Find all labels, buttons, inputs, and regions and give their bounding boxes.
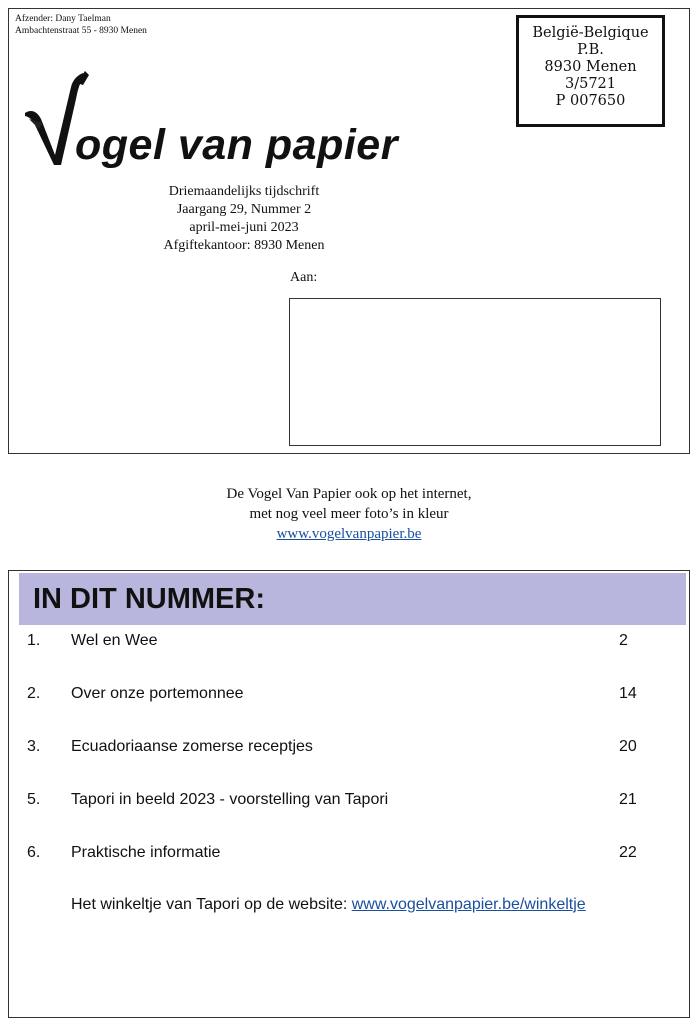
toc-title: Praktische informatie bbox=[71, 844, 221, 861]
toc-page: 21 bbox=[619, 791, 637, 808]
toc-number: 5. bbox=[27, 791, 41, 808]
toc-row bbox=[9, 789, 691, 811]
toc-title: Tapori in beeld 2023 - voorstelling van Tapori bbox=[71, 791, 389, 808]
toc-number: 2. bbox=[27, 685, 41, 702]
toc-number: 6. bbox=[27, 844, 41, 861]
postage-box bbox=[516, 15, 665, 127]
toc-row bbox=[9, 736, 691, 758]
mailing-panel bbox=[8, 8, 690, 454]
shop-link[interactable]: www.vogelvanpapier.be/winkeltje bbox=[351, 896, 586, 913]
shop-note bbox=[71, 894, 586, 916]
publication-frequency: Driemaandelijks tijdschrift bbox=[168, 184, 320, 199]
shop-text: Het winkeltje van Tapori op de website: bbox=[71, 896, 352, 913]
sender-street: Ambachtenstraat 55 - 8930 Menen bbox=[15, 26, 147, 36]
postage-code: 3/5721 bbox=[564, 76, 616, 92]
website-note-line2: met nog veel meer foto’s in kleur bbox=[249, 506, 449, 522]
publication-office: Afgiftekantoor: 8930 Menen bbox=[163, 238, 325, 253]
website-note-line1: De Vogel Van Papier ook op het internet, bbox=[226, 486, 472, 502]
recipient-label: Aan: bbox=[290, 270, 318, 285]
table-of-contents bbox=[8, 570, 690, 1018]
toc-title: Ecuadoriaanse zomerse receptjes bbox=[71, 738, 313, 755]
toc-row bbox=[9, 842, 691, 864]
postage-pb: P.B. bbox=[577, 42, 604, 58]
website-link[interactable]: www.vogelvanpapier.be bbox=[276, 526, 422, 542]
recipient-address-box bbox=[289, 298, 661, 446]
toc-page: 14 bbox=[619, 685, 637, 702]
toc-page: 22 bbox=[619, 844, 637, 861]
postage-city: 8930 Menen bbox=[544, 59, 637, 75]
toc-title: Over onze portemonnee bbox=[71, 685, 244, 702]
toc-heading: IN DIT NUMMER: bbox=[19, 573, 686, 625]
publication-volume: Jaargang 29, Nummer 2 bbox=[176, 202, 312, 217]
postage-country: België-Belgique bbox=[532, 25, 649, 41]
logo bbox=[21, 69, 441, 179]
toc-row bbox=[9, 630, 691, 652]
publication-info bbox=[139, 183, 349, 255]
toc-number: 1. bbox=[27, 632, 41, 649]
publication-period: april-mei-juni 2023 bbox=[189, 220, 299, 235]
toc-page: 2 bbox=[619, 632, 628, 649]
website-note bbox=[0, 484, 698, 544]
toc-row bbox=[9, 683, 691, 705]
sender-name: Afzender: Dany Taelman bbox=[15, 14, 111, 24]
toc-number: 3. bbox=[27, 738, 41, 755]
logo-text: ogel van papier bbox=[75, 121, 398, 169]
sender-address bbox=[15, 13, 147, 37]
postage-permit: P 007650 bbox=[555, 93, 626, 109]
toc-title: Wel en Wee bbox=[71, 632, 158, 649]
toc-page: 20 bbox=[619, 738, 637, 755]
